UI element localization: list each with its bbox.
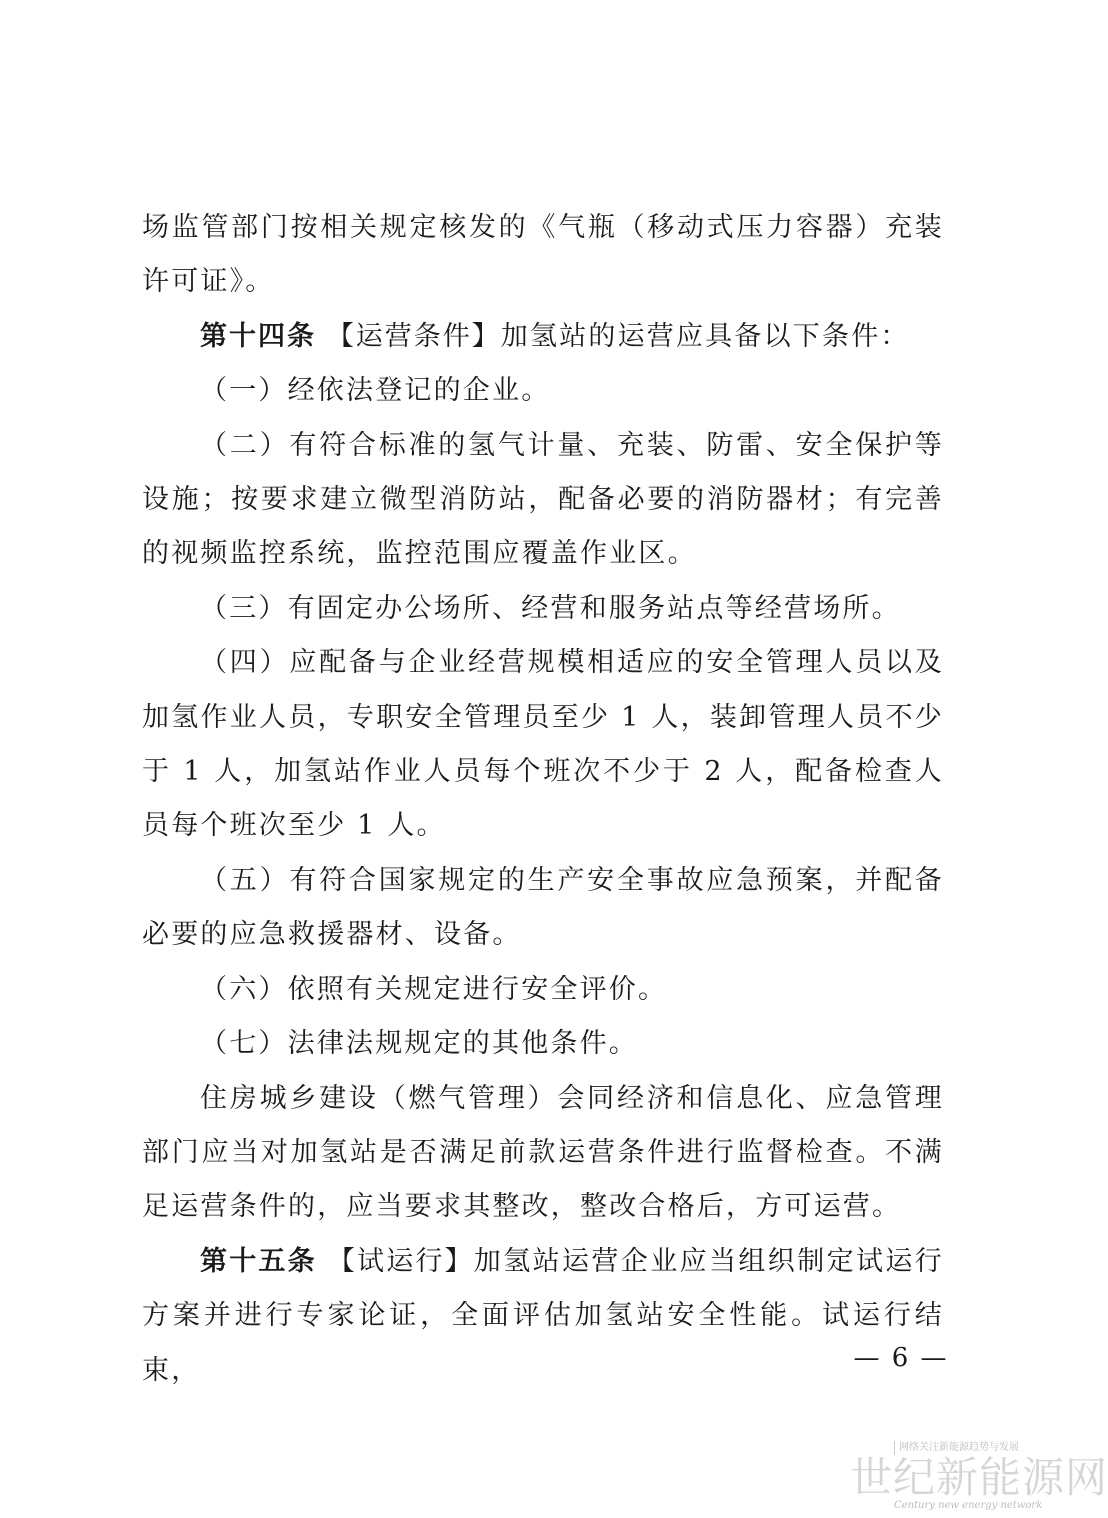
item-2-paragraph: （二）有符合标准的氢气计量、充装、防雷、安全保护等设施；按要求建立微型消防站，配备必要的消防器材；有完善的视频监控系统，监控范围应覆盖作业区。: [142, 429, 944, 570]
watermark-brand-en: Century new energy network: [894, 1500, 1043, 1511]
article-15-heading: 【试运行】: [327, 1245, 474, 1277]
supervision-paragraph: 住房城乡建设（燃气管理）会同经济和信息化、应急管理部门应当对加氢站是否满足前款运营条件进行监督检查。不满足运营条件的，应当要求其整改，整改合格后，方可运营。: [142, 1082, 944, 1223]
item-7-paragraph: （七）法律法规规定的其他条件。: [200, 1028, 638, 1060]
item-6-paragraph: （六）依照有关规定进行安全评价。: [200, 973, 668, 1005]
item-1-paragraph: （一）经依法登记的企业。: [200, 375, 551, 407]
article-14-number: 第十四条: [200, 320, 316, 352]
page-number: — 6 —: [853, 1343, 949, 1373]
article-15-paragraph: [142, 1235, 944, 1398]
document-body: [142, 201, 944, 1398]
watermark-brand-cn: 世纪新能源网: [850, 1453, 1108, 1502]
watermark: [832, 1425, 1108, 1515]
article-14-paragraph: [142, 310, 944, 364]
article-14-heading: 【运营条件】: [326, 320, 501, 352]
article-15-text: 加氢站运营企业应当组织制定试运行方案并进行专家论证，全面评估加氢站安全性能。试运行结束，: [142, 1245, 944, 1386]
item-4-paragraph: （四）应配备与企业经营规模相适应的安全管理人员以及加氢作业人员，专职安全管理员至少 1 人，装卸管理人员不少于 1 人，加氢站作业人员每个班次不少于 2 人，配备检查人员每个班次至少 1 人。: [142, 647, 944, 842]
item-3-paragraph: （三）有固定办公场所、经营和服务站点等经营场所。: [200, 592, 901, 624]
article-14-text: 加氢站的运营应具备以下条件：: [500, 320, 910, 352]
item-5-paragraph: （五）有符合国家规定的生产安全事故应急预案，并配备必要的应急救援器材、设备。: [142, 864, 944, 951]
article-15-number: 第十五条: [200, 1245, 317, 1277]
watermark-tagline: 网络关注新能源趋势与发展: [894, 1441, 1049, 1455]
paragraph-1: 场监管部门按相关规定核发的《气瓶（移动式压力容器）充装许可证》。: [142, 212, 944, 298]
